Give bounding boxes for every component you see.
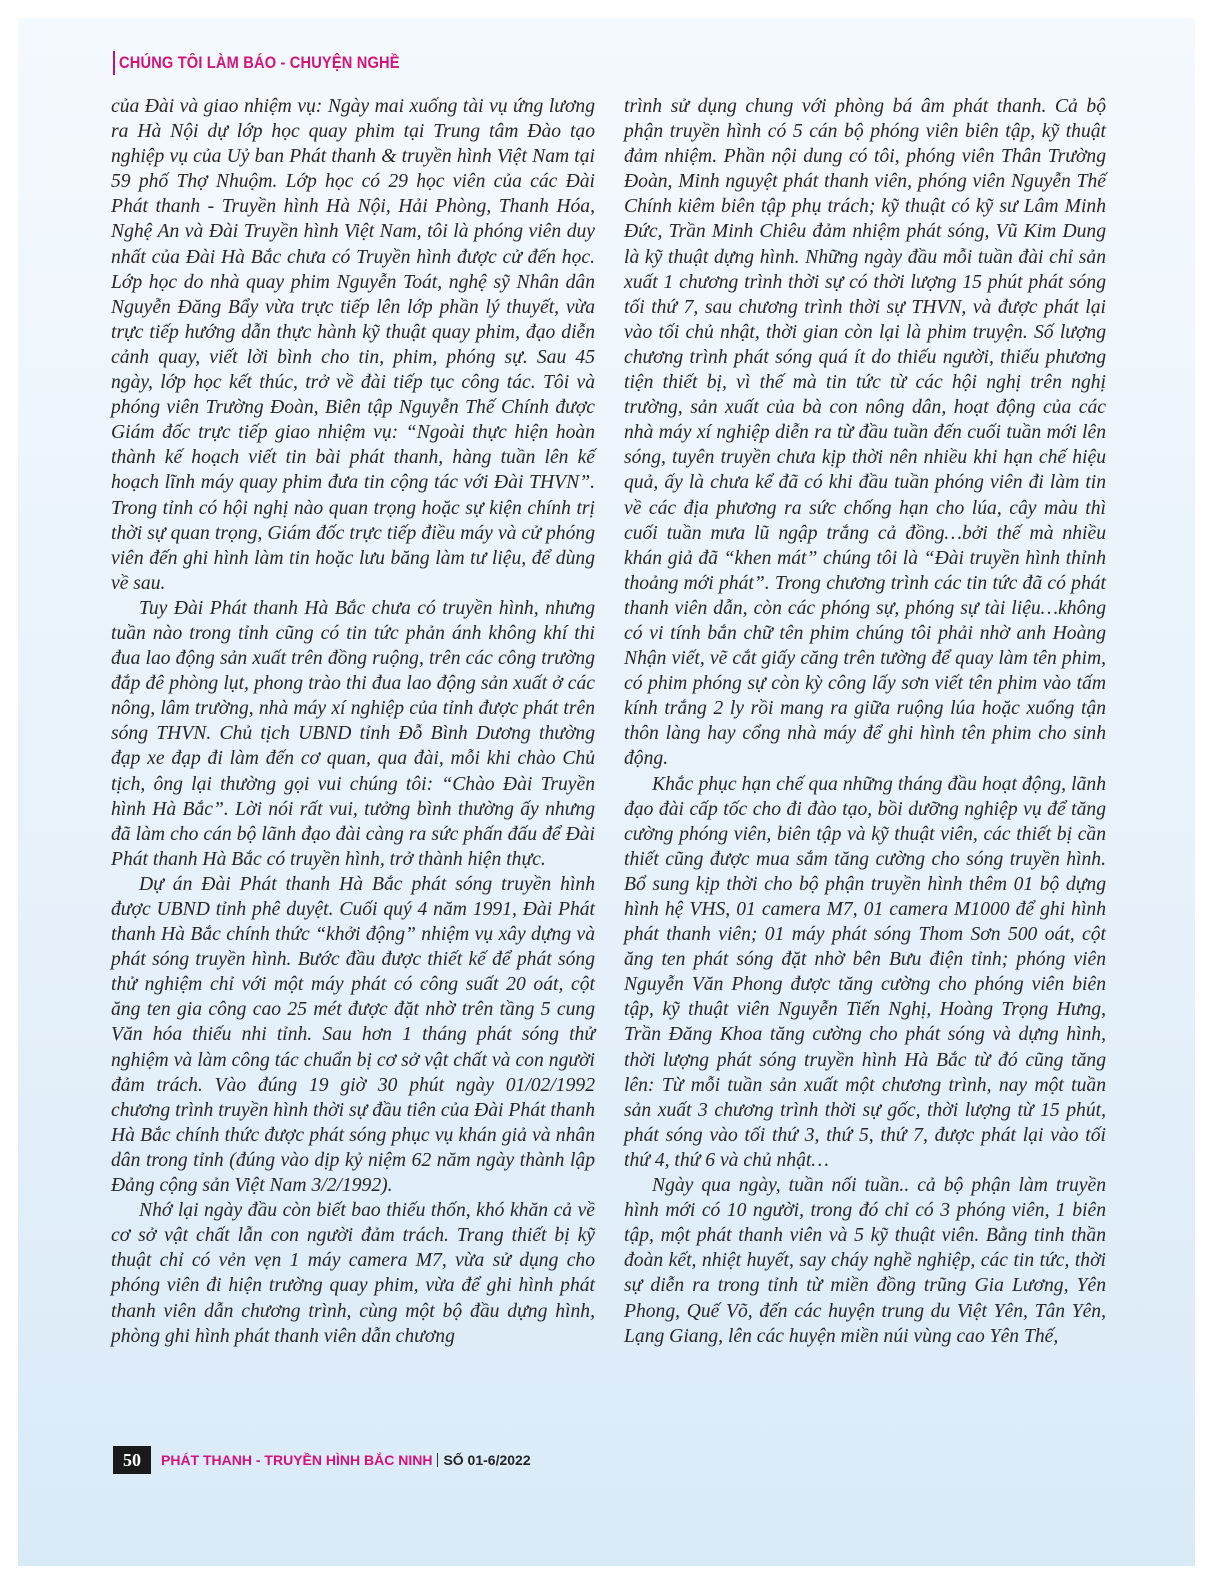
magazine-page xyxy=(18,18,1195,1566)
page-number: 50 xyxy=(113,1446,151,1474)
paragraph: Ngày qua ngày, tuần nối tuần.. cả bộ phận làm truyền hình mới có 10 người, trong đó chỉ có 3 phóng viên, 1 biên tập, một phát thanh viên và 5 kỹ thuật viên. Bằng tinh thần đoàn kết, nhiệt huyết, say cháy nghề nghiệp, các tin tức, thời sự diễn ra trong tỉnh từ miền đồng trũng Gia Lương, Yên Phong, Quế Võ, đến các huyện trung du Việt Yên, Tân Yên, Lạng Giang, lên các huyện miền núi vùng cao Yên Thế, xyxy=(624,1175,1106,1347)
footer-divider xyxy=(437,1453,438,1467)
left-text-column xyxy=(111,94,595,1349)
page-footer xyxy=(113,1446,531,1474)
paragraph: Tuy Đài Phát thanh Hà Bắc chưa có truyền hình, nhưng tuần nào trong tỉnh cũng có tin tức phản ánh không khí thi đua lao động sản xuất trên đồng ruộng, trên các công trường đắp đê phòng lụt, phong trào thi đua lao động sản xuất ở các nông, lâm trường, nhà máy xí nghiệp của tỉnh được phát trên sóng THVN. Chủ tịch UBND tỉnh Đỗ Bình Dương thường đạp xe đạp đi làm đến cơ quan, qua đài, mỗi khi chào Chủ tịch, ông lại thường gọi vui chúng tôi: “Chào Đài Truyền hình Hà Bắc”. Lời nói rất vui, tưởng bình thường ấy nhưng đã làm cho cán bộ lãnh đạo đài càng ra sức phấn đấu để Đài Phát thanh Hà Bắc có truyền hình, trở thành hiện thực. xyxy=(111,597,595,870)
paragraph: Dự án Đài Phát thanh Hà Bắc phát sóng truyền hình được UBND tỉnh phê duyệt. Cuối quý 4 năm 1991, Đài Phát thanh Hà Bắc chính thức “khởi động” nhiệm vụ xây dựng và phát sóng truyền hình. Bước đầu được thiết kế để phát sóng thử nghiệm chỉ với một máy phát có công suất 20 oát, cột ăng ten gia công cao 25 mét được đặt nhờ trên tầng 5 cung Văn hóa thiếu nhi tỉnh. Sau hơn 1 tháng phát sóng thử nghiệm và làm công tác chuẩn bị cơ sở vật chất và con người đảm trách. Vào đúng 19 giờ 30 phút ngày 01/02/1992 chương trình truyền hình thời sự đầu tiên của Đài Phát thanh Hà Bắc chính thức được phát sóng phục vụ khán giả và nhân dân trong tỉnh (đúng vào dịp kỷ niệm 62 năm ngày thành lập Đảng cộng sản Việt Nam 3/2/1992). xyxy=(111,873,595,1197)
publication-name: PHÁT THANH - TRUYỀN HÌNH BẮC NINH xyxy=(161,1452,433,1468)
section-title: CHÚNG TÔI LÀM BÁO - CHUYỆN NGHỀ xyxy=(119,53,400,72)
issue-number: SỐ 01-6/2022 xyxy=(443,1452,531,1468)
page-header xyxy=(113,52,445,74)
right-text-column xyxy=(624,94,1106,1349)
paragraph: Nhớ lại ngày đầu còn biết bao thiếu thốn, khó khăn cả về cơ sở vật chất lẫn con người đảm trách. Trang thiết bị kỹ thuật chỉ có vẻn vẹn 1 máy camera M7, vừa sử dụng cho phóng viên đi hiện trường quay phim, vừa để ghi hình phát thanh viên dẫn chương trình, cùng một bộ đầu dựng hình, phòng ghi hình phát thanh viên dẫn chương xyxy=(111,1200,595,1347)
paragraph: của Đài và giao nhiệm vụ: Ngày mai xuống tài vụ ứng lương ra Hà Nội dự lớp học quay phim tại Trung tâm Đào tạo nghiệp vụ của Uỷ ban Phát thanh & truyền hình Việt Nam tại 59 phố Thợ Nhuộm. Lớp học có 29 học viên của các Đài Phát thanh - Truyền hình Hà Nội, Hải Phòng, Thanh Hóa, Nghệ An và Đài Truyền hình Việt Nam, tôi là phóng viên duy nhất của Đài Hà Bắc chưa có Truyền hình được cử đến học. Lớp học do nhà quay phim Nguyễn Toát, nghệ sỹ Nhân dân Nguyễn Đăng Bẩy vừa trực tiếp lên lớp phần lý thuyết, vừa trực tiếp hướng dẫn thực hành kỹ thuật quay phim, đạo diễn cảnh quay, viết lời bình cho tin, phim, phóng sự. Sau 45 ngày, lớp học kết thúc, trở về đài tiếp tục công tác. Tôi và phóng viên Trường Đoàn, Biên tập Nguyễn Thế Chính được Giám đốc trực tiếp giao nhiệm vụ: “Ngoài thực hiện hoàn thành kế hoạch viết tin bài phát thanh, hàng tuần lên kế hoạch lĩnh máy quay phim đưa tin cộng tác với Đài THVN”. Trong tỉnh có hội nghị nào quan trọng hoặc sự kiện chính trị thời sự quan trọng, Giám đốc trực tiếp điều máy và cử phóng viên đến ghi hình làm tin hoặc lưu băng làm tư liệu, để dùng về sau. xyxy=(111,96,595,594)
paragraph: trình sử dụng chung với phòng bá âm phát thanh. Cả bộ phận truyền hình có 5 cán bộ phóng viên biên tập, kỹ thuật đảm nhiệm. Phần nội dung có tôi, phóng viên Thân Trường Đoàn, Minh nguyệt phát thanh viên, phóng viên Nguyễn Thế Chính kiêm biên tập phụ trách; kỹ thuật có kỹ sư Lâm Minh Đức, Trần Minh Chiêu đảm nhiệm phát sóng, Vũ Kim Dung là kỹ thuật dựng hình. Những ngày đầu mỗi tuần đài chỉ sản xuất 1 chương trình thời sự có thời lượng 15 phút phát sóng tối thứ 7, sau chương trình thời sự THVN, và được phát lại vào tối chủ nhật, thời gian còn lại là phim truyện. Số lượng chương trình phát sóng quá ít do thiếu người, thiếu phương tiện thiết bị, vì thế mà tin tức từ các hội nghị trên nghị trường, sản xuất của bà con nông dân, hoạt động của các nhà máy xí nghiệp diễn ra từ đầu tuần đến cuối tuần mới lên sóng, tuyên truyền chưa kịp thời nên nhiều khi hạn chế hiệu quả, ấy là chưa kể đã có khi đầu tuần phóng viên đi làm tin về các địa phương ra sức chống hạn cho lúa, cây màu thì cuối tuần mưa lũ ngập trắng cả đồng…bởi thế mà nhiều khán giả đã “khen mát” chúng tôi là “Đài truyền hình thỉnh thoảng mới phát”. Trong chương trình các tin tức đã có phát thanh viên dẫn, còn các phóng sự, phóng sự tài liệu…không có vi tính bắn chữ tên phim chúng tôi phải nhờ anh Hoàng Nhận viết, vẽ cắt giấy căng trên tường để quay làm tên phim, có phim phóng sự còn kỳ công lấy sơn viết tên phim vào tấm kính trắng 2 ly rồi mang ra giữa ruộng lúa hoặc xuống tận thôn làng hay cổng nhà máy để ghi hình tên phim cho sinh động. xyxy=(624,96,1106,770)
paragraph: Khắc phục hạn chế qua những tháng đầu hoạt động, lãnh đạo đài cấp tốc cho đi đào tạo, bồi dưỡng nghiệp vụ để tăng cường phóng viên, biên tập và kỹ thuật viên, các thiết bị cần thiết cũng được mua sắm tăng cường cho sóng truyền hình. Bổ sung kịp thời cho bộ phận truyền hình thêm 01 bộ dựng hình hệ VHS, 01 camera M7, 01 camera M1000 để ghi hình phát thanh viên; 01 máy phát sóng Thom Sơn 500 oát, cột ăng ten phát sóng đặt nhờ bên Bưu điện tỉnh; phóng viên Nguyễn Văn Phong được tăng cường cho phóng viên biên tập, kỹ thuật viên Nguyễn Tiến Nghị, Hoàng Trọng Hưng, Trần Đăng Khoa tăng cường cho phát sóng và dựng hình, thời lượng phát sóng truyền hình Hà Bắc từ đó cũng tăng lên: Từ mỗi tuần sản xuất một chương trình, nay một tuần sản xuất 3 chương trình thời sự gốc, thời lượng từ 15 phút, phát sóng vào tối thứ 3, thứ 5, thứ 7, được phát lại vào tối thứ 4, thứ 6 và chủ nhật… xyxy=(624,773,1106,1171)
header-accent-bar xyxy=(113,51,115,75)
